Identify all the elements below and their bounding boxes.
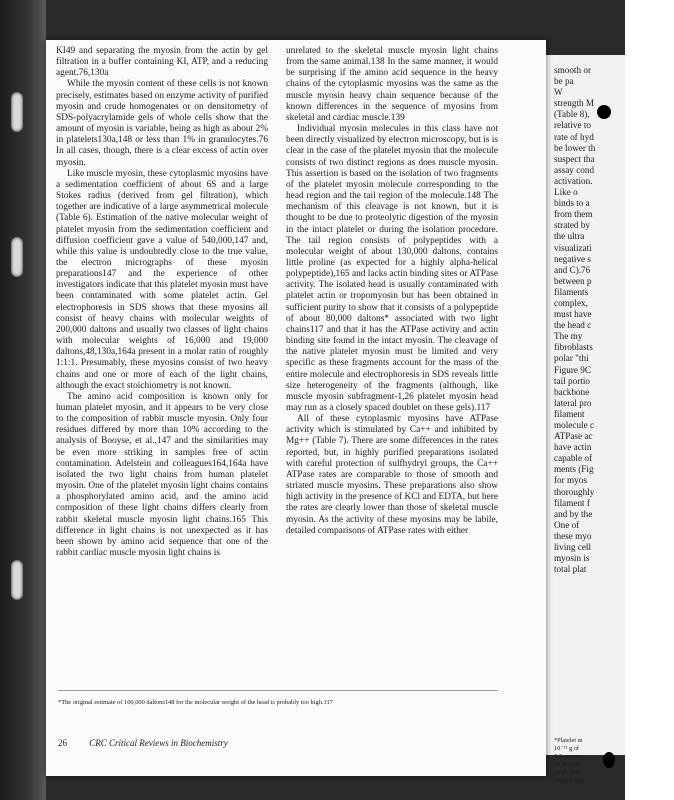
adjacent-line: filament f <box>554 497 590 508</box>
adjacent-line: relative to <box>554 120 591 131</box>
adjacent-line: be pa <box>554 76 574 87</box>
binder-hole <box>11 560 23 600</box>
adjacent-line: polar "thi <box>554 353 589 364</box>
adjacent-line: the head c <box>554 320 592 331</box>
adjacent-line: filaments <box>554 286 589 297</box>
adjacent-line: between p <box>554 275 592 286</box>
text-column-left <box>56 46 268 559</box>
adjacent-line: negative s <box>554 253 591 264</box>
adjacent-line: for myos <box>554 475 587 486</box>
adjacent-line: myosin is <box>554 553 590 564</box>
footnote: *The original estimate of 100,000 daltons148 for the molecular weight of the head is probably too high.117 <box>58 699 333 706</box>
punch-spot <box>597 105 611 119</box>
paragraph: The amino acid composition is known only for human platelet myosin, and it appears to be very close to the composition of rabbit muscle myosin. Only four residues differed by more than 10% according to the analysis of Booyse, et al.,147 and the similarities may be even more striking in samples free of actin contamination. Adelstein and colleagues164,164a have isolated the two light chains from human platelet myosin. One of the platelet myosin light chains contains a phosphorylated amino acid, and the amino acid composition of these light chains differs clearly from rabbit skeletal muscle myosin light chains.165 This difference in light chains is not unexpected as it has been shown by amino acid sequence that one of the rabbit cardiac muscle myosin light chains is <box>56 391 268 559</box>
adjacent-line: must have <box>554 309 592 320</box>
adjacent-note-line: 0.2 μm cen <box>554 753 583 760</box>
adjacent-line: tail portio <box>554 375 590 386</box>
paragraph: Individual myosin molecules in this class have not been directly visualized by electron microscopy, but is is clear in the case of the platelet myosin that the molecule consists of two distinct regions as does muscle myosin. This assertion is based on the isolation of two fragments of the platelet myosin molecule corresponding to the head region and the tail region of the molecule.148 The mechanism of this cleavage is not known, but it is thought to be due to proteolytic digestion of the myosin in the intact platelet or during the isolation procedure. The tail region consists of polypeptides with a molecular weight of about 130,000 daltons, contains little proline (as expected for a highly alpha-helical polypeptide),165 and lacks actin binding sites or ATPase activity. The isolated head is usually contaminated with platelet actin or tropomyosin but has been obtained in sufficient purity to show that it consists of a polypeptide of about 80,000 daltons* associated with two light chains117 and that it has the ATPase activity and actin binding site found in the intact myosin. The cleavage of the native platelet myosin must be limited and very specific as these fragments account for the mass of the entire molecule and electrophoresis in SDS reveals little size heterogeneity of the fragments (although, like muscle myosin subfragment-1,26 platelet myosin head may run as a closely spaced doublet on these gels).117 <box>286 124 498 413</box>
adjacent-line: The my <box>554 331 583 342</box>
adjacent-line: ATPase ac <box>554 431 593 442</box>
footnote-rule <box>58 690 498 691</box>
adjacent-line: fibroblasts <box>554 342 593 353</box>
adjacent-line: capable of <box>554 453 593 464</box>
adjacent-line: W <box>554 87 563 98</box>
adjacent-line: visualizati <box>554 242 592 253</box>
adjacent-line: backbone <box>554 386 590 397</box>
paragraph: Like muscle myosin, these cytoplasmic myosins have a sedimentation coefficient of about 6S and a large Stokes radius (derived from gel filtration), which together are indicative of a large asymmetrical molecule (Table 6). Estimation of the native molecular weight of platelet myosin from the sedimentation coefficient and diffusion coefficient gave a value of 540,000,147 and, while this value is undoubtedly close to the true value, the electron micrographs of these myosin preparations147 and the experience of other investigators indicate that this platelet myosin must have been contaminated with some platelet actin. Gel electrophoresis in SDS shows that these myosins all consist of heavy chains with molecular weights of 200,000 daltons and usually two classes of light chains with molecular weights of 16,000 and 19,000 daltons,48,130a,164a present in a molar ratio of roughly 1:1:1. Presumably, these myosins consist of two heavy chains and one or more of each of the light chains, although the exact stoichiometry is not known. <box>56 168 269 391</box>
text-column-right <box>286 46 498 537</box>
adjacent-note-line: single plate <box>554 769 583 776</box>
adjacent-note-line: volume and <box>554 777 584 784</box>
adjacent-line: be lower th <box>554 142 596 153</box>
adjacent-page <box>546 55 625 784</box>
paragraph: While the myosin content of these cells is not known precisely, estimates based on enzyme activity of purified myosin and crude homogenates or on densitometry of SDS-polyacrylamide gels of whole cells show that the amount of myosin is variable, being as high as about 2% in platelets130a,148 or less than 1% in granulocytes.76 In all cases, though, there is a clear excess of actin over myosin. <box>56 79 268 168</box>
adjacent-line: suspect tha <box>554 153 595 164</box>
adjacent-line: and by the <box>554 508 593 519</box>
punch-spot <box>603 752 615 768</box>
binder-hole <box>11 237 23 277</box>
paragraph: unrelated to the skeletal muscle myosin light chains from the same animal.138 In the same manner, it would be surprising if the amino acid sequence in the heavy chains of the cytoplasmic myosins was the same as the muscle myosin heavy chain sequence because of the known differences in the sequence of myosins from skeletal and cardiac muscle.139 <box>286 46 498 123</box>
adjacent-line: assay cond <box>554 164 595 175</box>
adjacent-line: from them <box>554 209 593 220</box>
adjacent-line: smooth or <box>554 65 592 75</box>
adjacent-line: One of <box>554 519 580 530</box>
adjacent-line: thoroughly <box>554 486 595 497</box>
adjacent-line: filament <box>554 408 585 419</box>
adjacent-line: total plat <box>554 564 587 575</box>
adjacent-line: (Table 8), <box>554 109 590 120</box>
adjacent-page-text <box>554 65 674 575</box>
page-footer <box>58 738 228 748</box>
paragraph: All of these cytoplasmic myosins have ATPase activity which is stimulated by Ca++ and inhibited by Mg++ (Table 7). There are some differences in the rates reported, but, in highly purified preparations isolated with careful protection of sulfhydryl groups, the Ca++ ATPase rates are comparable to those of smooth and striated muscle myosins. These preparations also show high activity in the presence of KCl and EDTA, but here the rates are clearly lower than those of skeletal muscle myosin. As the activity of these myosins may be labile, detailed comparisons of ATPase rates with either <box>286 414 498 536</box>
binder-hole <box>11 92 23 132</box>
adjacent-note-line: 32 myosin <box>554 761 581 768</box>
adjacent-note-line: *Platelet m <box>554 737 583 744</box>
adjacent-line: and C).76 <box>554 264 591 275</box>
adjacent-line: lateral pro <box>554 397 592 408</box>
adjacent-line: have actin <box>554 442 592 453</box>
adjacent-line: activation. <box>554 175 593 186</box>
adjacent-line: rate of hyd <box>554 131 594 142</box>
adjacent-line: strated by <box>554 220 590 231</box>
adjacent-line: Figure 9C <box>554 364 592 375</box>
adjacent-note-line: 10⁻¹³ g of <box>554 745 579 752</box>
adjacent-line: these myo <box>554 530 592 541</box>
adjacent-line: ments (Fig <box>554 464 594 475</box>
adjacent-line: strength M <box>554 98 595 109</box>
journal-title: CRC Critical Reviews in Biochemistry <box>89 738 228 748</box>
adjacent-line: living cell <box>554 542 591 553</box>
adjacent-line: complex, <box>554 297 588 308</box>
adjacent-line: binds to a <box>554 198 590 209</box>
page-number: 26 <box>58 738 67 748</box>
paragraph: KI49 and separating the myosin from the actin by gel filtration in a buffer containing KI, ATP, and a reducing agent.76,130a <box>56 46 268 79</box>
adjacent-line: the ultra <box>554 231 585 242</box>
adjacent-line: Like o <box>554 187 578 198</box>
binder-strip <box>0 0 46 800</box>
adjacent-line: molecule c <box>554 420 595 430</box>
